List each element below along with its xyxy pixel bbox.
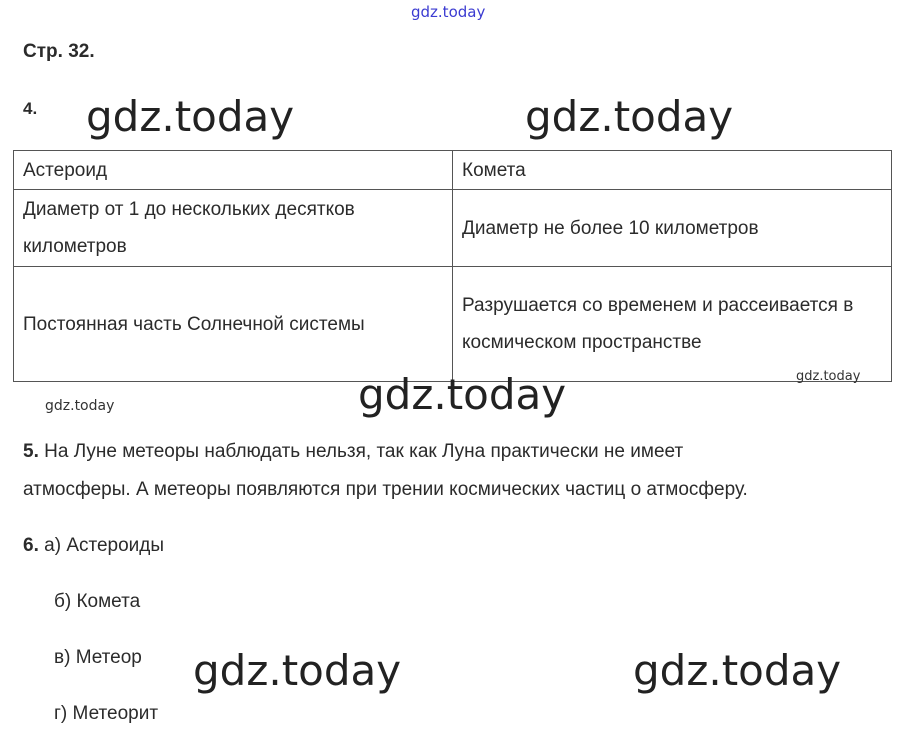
table-row <box>14 267 892 382</box>
task5-text-line2: атмосферы. А метеоры появляются при трении космических частиц о атмосферу. <box>23 479 748 500</box>
watermark-small-2: gdz.today <box>796 369 861 384</box>
watermark-big-4: gdz.today <box>193 646 402 695</box>
task6-number: 6. <box>23 535 39 556</box>
table-row <box>14 190 892 267</box>
table-cell: Диаметр не более 10 километров <box>453 190 892 267</box>
watermark-big-1: gdz.today <box>86 92 295 141</box>
task6-item-a <box>23 527 164 565</box>
table-cell: Диаметр от 1 до нескольких десятков километров <box>14 190 453 267</box>
task6-item-d: г) Метеорит <box>54 703 159 724</box>
task6-item-label: а) Астероиды <box>44 535 165 556</box>
table-cell: Разрушается со временем и рассеивается в космическом пространстве <box>453 267 892 382</box>
watermark-big-3: gdz.today <box>358 370 567 419</box>
table-header-row <box>14 151 892 190</box>
task4-number: 4. <box>23 99 38 118</box>
task5-line1 <box>23 433 683 471</box>
comparison-table <box>13 150 892 382</box>
task6-item-c: в) Метеор <box>54 647 142 668</box>
table-cell: Постоянная часть Солнечной системы <box>14 267 453 382</box>
page-heading: Стр. 32. <box>23 41 95 62</box>
task5-number: 5. <box>23 441 39 462</box>
task6-item-b: б) Комета <box>54 591 141 612</box>
table-header-cell: Астероид <box>14 151 453 190</box>
watermark-big-2: gdz.today <box>525 92 734 141</box>
watermark-small-1: gdz.today <box>45 398 115 414</box>
table-header-cell: Комета <box>453 151 892 190</box>
watermark-top: gdz.today <box>411 3 486 21</box>
task5-text-line1: На Луне метеоры наблюдать нельзя, так как Луна практически не имеет <box>44 441 684 462</box>
watermark-big-5: gdz.today <box>633 646 842 695</box>
